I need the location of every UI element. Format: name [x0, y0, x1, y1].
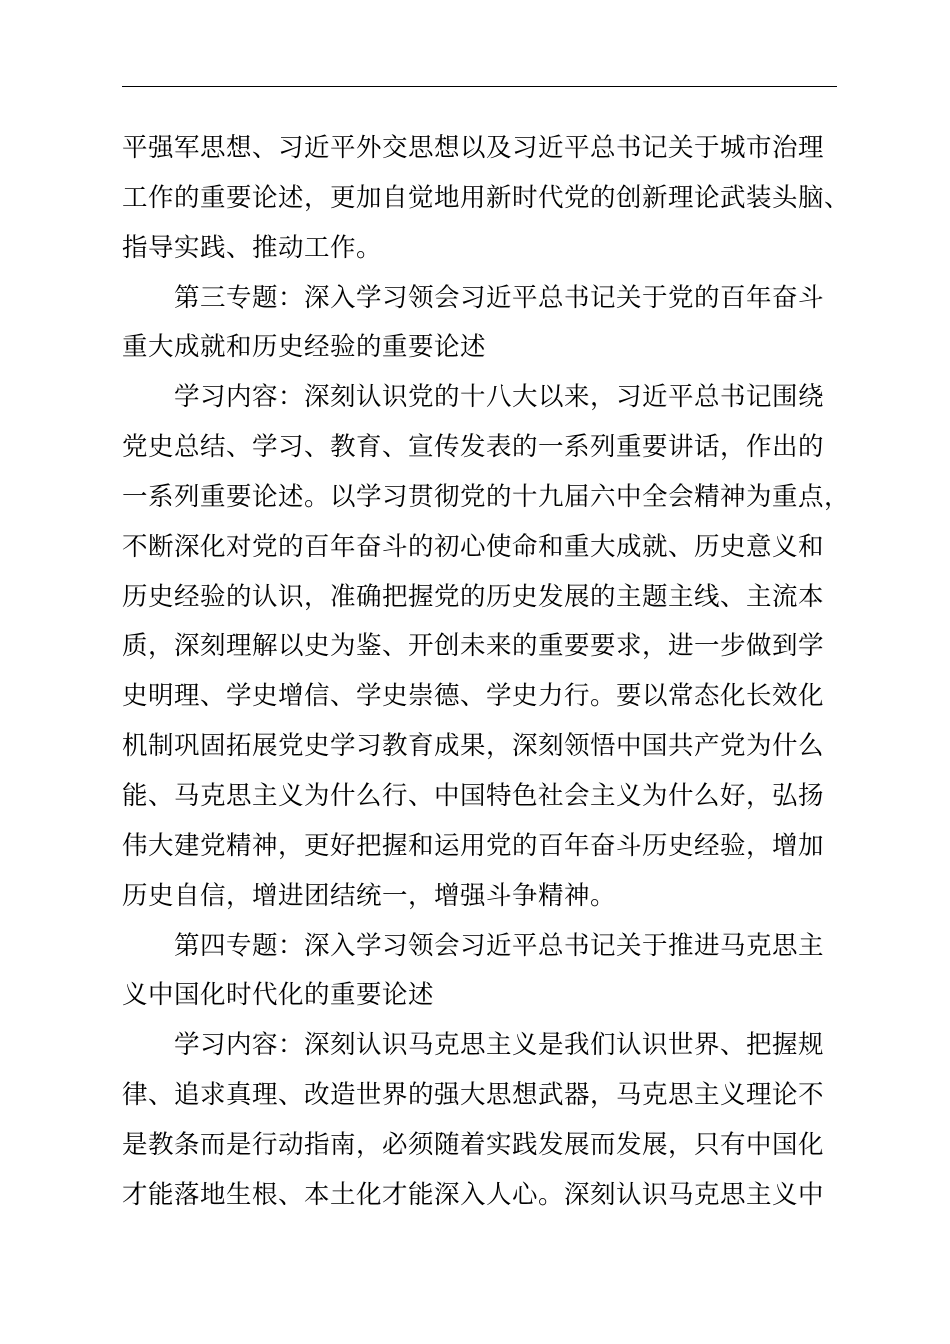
study-content-paragraph: 学习内容：深刻认识党的十八大以来，习近平总书记围绕: [174, 382, 825, 413]
text-line: 历史自信，增进团结统一，增强斗争精神。: [122, 880, 617, 911]
text-line: 党史总结、学习、教育、宣传发表的一系列重要讲话，作出的: [122, 432, 825, 463]
section-heading-3: 第三专题：深入学习领会习近平总书记关于党的百年奋斗: [174, 282, 825, 313]
text-line: 才能落地生根、本土化才能深入人心。深刻认识马克思主义中: [122, 1179, 825, 1210]
text-line: 指导实践、推动工作。: [122, 232, 383, 263]
header-rule: [122, 86, 837, 87]
text-line: 历史经验的认识，准确把握党的历史发展的主题主线、主流本: [122, 581, 825, 612]
text-line: 是教条而是行动指南，必须随着实践发展而发展，只有中国化: [122, 1129, 825, 1160]
text-line: 能、马克思主义为什么行、中国特色社会主义为什么好，弘扬: [122, 780, 825, 811]
text-line: 工作的重要论述，更加自觉地用新时代党的创新理论武装头脑、: [122, 182, 851, 213]
section-heading-4: 第四专题：深入学习领会习近平总书记关于推进马克思主: [174, 930, 825, 961]
text-line: 伟大建党精神，更好把握和运用党的百年奋斗历史经验，增加: [122, 830, 825, 861]
text-line: 机制巩固拓展党史学习教育成果，深刻领悟中国共产党为什么: [122, 731, 825, 762]
text-line: 律、追求真理、改造世界的强大思想武器，马克思主义理论不: [122, 1080, 825, 1111]
text-line: 质，深刻理解以史为鉴、开创未来的重要要求，进一步做到学: [122, 631, 825, 662]
text-line: 史明理、学史增信、学史崇德、学史力行。要以常态化长效化: [122, 681, 825, 712]
document-body: [122, 124, 862, 1221]
section-heading-3-cont: 重大成就和历史经验的重要论述: [122, 332, 487, 363]
study-content-paragraph: 学习内容：深刻认识马克思主义是我们认识世界、把握规: [174, 1030, 825, 1061]
section-heading-4-cont: 义中国化时代化的重要论述: [122, 980, 435, 1011]
text-line: 平强军思想、习近平外交思想以及习近平总书记关于城市治理: [122, 133, 825, 163]
text-line: 不断深化对党的百年奋斗的初心使命和重大成就、历史意义和: [122, 531, 825, 562]
text-line: 一系列重要论述。以学习贯彻党的十九届六中全会精神为重点，: [122, 481, 851, 512]
